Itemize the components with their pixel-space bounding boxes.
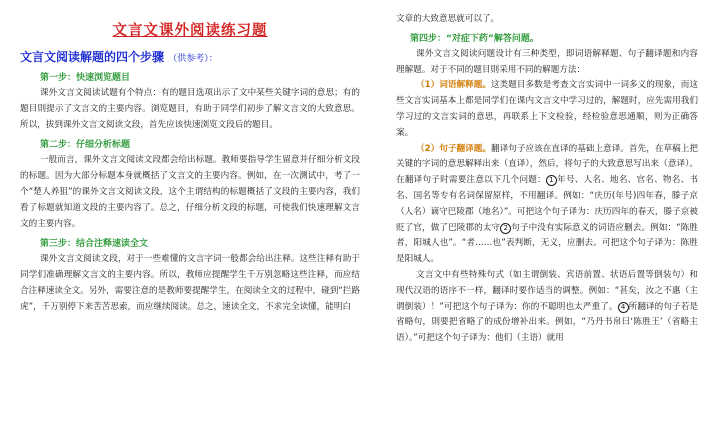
step-3-label: 第三步：结合注释速读全文 <box>40 239 149 250</box>
item-2-label: （2）句子翻译题。 <box>416 143 492 154</box>
step-1-label: 第一步：快速浏览题目 <box>40 73 131 83</box>
step-3-paragraph: 课外文言文阅读文段，对于一些难懂的文言字词一般都会给出注释。这些注释有助于同学们准确理解文言文的主要内容。所以，教师应提醒学生千万别忽略这些注释，而应结合注释速读全文。另外，需要注意的是教师要提醒学生，在阅读全文的过程中，碰到“拦路虎”，千万别停下来苦苦思索，而应继续阅读。总之，速读全文，不求完全读懂，能明白 <box>20 254 360 312</box>
last-paragraph <box>396 268 698 347</box>
document-title: 文言文课外阅读练习题 <box>112 23 268 39</box>
section-heading <box>20 48 360 66</box>
circled-number-2: 2 <box>500 223 511 234</box>
step-4-label: 第四步：“对症下药”解答问题。 <box>410 33 539 44</box>
item-2-paragraph <box>396 142 698 268</box>
step-4-paragraph: 课外文言文阅读问题设计有三种类型，即词语解释题、句子翻译题和内容理解题。对于不同的题目則采用不同的解题方法： <box>396 48 698 75</box>
last-paragraph-text-a: 文言文中有些特殊句式（如主谓倒装、宾语前置、状语后置等倒装句）和现代汉语的语序不一样，翻译时要作适当的调整。例如：“甚矣，汝之不惠（主谓倒装）！”可把这个句子译为：你的不聪明也太严重了。 <box>396 269 698 312</box>
continued-text: 文章的大致意思就可以了。 <box>396 14 500 24</box>
last-paragraph-text-b: 所翻译的句子若是省略句，則要把省略了的成份增补出来。例如，“乃丹书帛曰‘陈胜王’（省略主语）。”可把这个句子译为：他们（主语）就用 <box>396 301 698 344</box>
circled-number-4: 4 <box>618 302 629 313</box>
item-1-paragraph <box>396 78 698 141</box>
step-1-paragraph: 课外文言文阅读试题有个特点：有的题目选项出示了文中某些关键字词的意思；有的题目則提示了文言文的主要内容。浏览题目，有助于同学们初步了解文言文的大致意思。所以，拔到课外文言文阅读文段，首先应该快速浏览文段后的题目。 <box>20 88 360 130</box>
step-2-label: 第二步：仔细分析标题 <box>40 140 131 151</box>
left-column <box>20 0 360 316</box>
item-2-text-a: 翻译句子应该在直译的基础上意译。首先，在草稿上把关键的字词的意思解释出来（直译），然后，将句子的大致意思写出来（意译）。在翻译句子时需要注意以下几个问题： <box>396 143 698 186</box>
item-2-text-c: 句子中没有实际意义的词语应删去。例如：“陈胜者，阳城人也”。“者……也”表判断，无义，应删去。可把这个句子译为：陈胜是阳城人。 <box>396 222 698 265</box>
item-1-text: 这类题目多数是考查文言实词中一词多义的现象，而这些文言实词基本上都是同学们在课内文言文中学习过的，解题时，应先需用我们学习过的文言实词的意思，再联系上下文检验，经检验意思通顺，则为正确答案。 <box>396 80 698 138</box>
section-heading-text: 文言文阅读解题的四个步骤 <box>20 50 165 64</box>
circled-number-1: 1 <box>546 175 557 186</box>
step-2-paragraph: 一般而言，课外文言文阅读文段都会给出标题。教师要指导学生留意并仔细分析文段的标题。因为大部分标题本身就概括了文言文的主要内容。例如，在一次测试中，考了一个“楚人养狙”的课外文言文阅读文段，这个主谓结构的标题概括了文段的主要内容，我们看了标题就知道文段的主要内容了。总之，仔细分析文段的标题，可使我们快速理解文言文的主要内容。 <box>20 155 360 229</box>
section-heading-note: （供参考）： <box>168 54 218 64</box>
item-2-text-b: 年号、人名、地名、官名、物名、书名、国名等专有名词保留原样，不用翻译。例如：“庆历(年号)四年春，滕子京（人名）谪守巴陵郡（地名）”。可把这个句子译为：庆历四年的春天，滕子京被贬了官，做了巴陵郡的太守 <box>396 175 698 233</box>
item-1-label: （1）词语解释题。 <box>416 80 492 91</box>
right-column <box>396 0 698 347</box>
